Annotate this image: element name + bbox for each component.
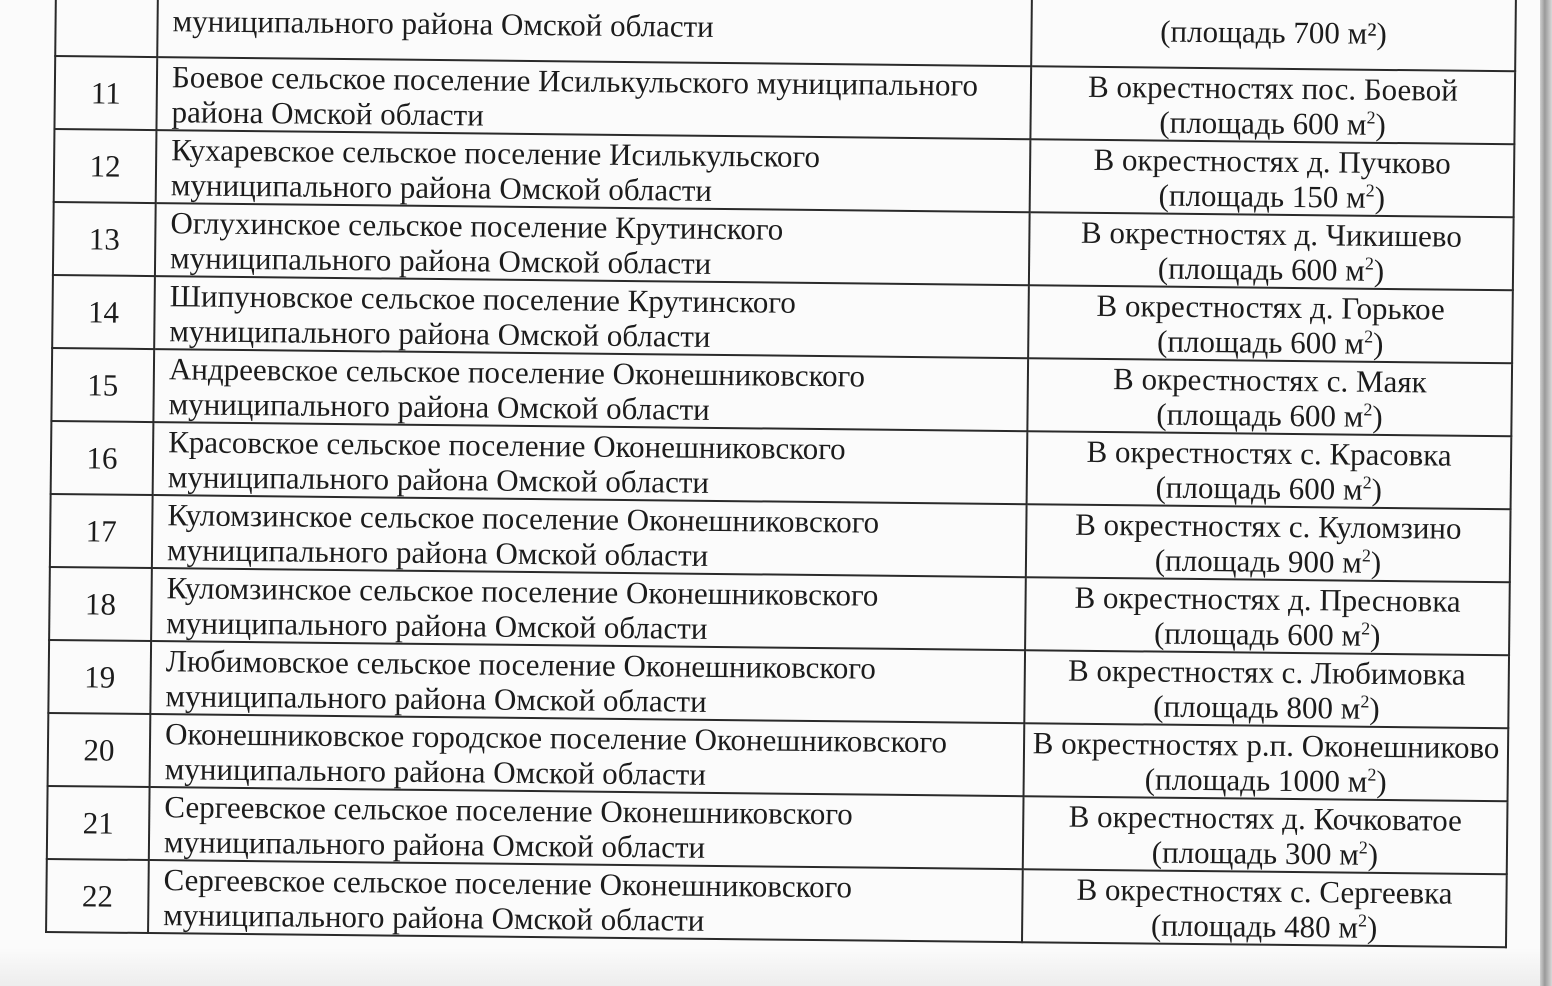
settlement-name-line-1: Куломзинское сельское поселение Оконешниковского	[167, 496, 880, 540]
location-cell	[1027, 358, 1512, 436]
settlement-name-line-2: муниципального района Омской области	[169, 312, 711, 354]
area-superscript: 2	[1360, 690, 1370, 711]
settlement-name-line-2: муниципального района Омской области	[168, 385, 710, 427]
location-cell	[1024, 650, 1509, 728]
area-line: (площадь 600 $м^2$)	[1153, 615, 1381, 653]
location-line: В окрестностях р.п. Оконешниково	[1032, 724, 1500, 765]
row-number-cell: 20	[48, 713, 151, 787]
area-text: площадь 800 м	[1163, 688, 1361, 726]
area-text: площадь 480 м	[1161, 907, 1359, 945]
area-line: (площадь 600 $м^2$)	[1156, 323, 1384, 361]
location-area-line: (площадь 700 м²)	[1160, 13, 1388, 51]
area-line: (площадь 600 $м^2$)	[1157, 250, 1385, 288]
location-cell	[1029, 212, 1514, 290]
settlement-name-line-2: муниципального района Омской области	[163, 823, 706, 865]
area-superscript: 2	[1364, 252, 1375, 273]
settlement-name-line-1: Кухаревское сельское поселение Исилькульского	[171, 131, 821, 174]
area-line: (площадь 900 $м^2$)	[1154, 542, 1382, 580]
settlement-name-cell	[153, 422, 1028, 504]
settlement-name-line-2: муниципального района Омской области	[169, 239, 712, 281]
location-line: В окрестностях с. Красовка	[1086, 433, 1452, 473]
row-number-cell: 21	[47, 786, 150, 860]
settlement-name-line-2: муниципального района Омской области	[163, 896, 705, 938]
area-text: площадь 600 м	[1166, 396, 1364, 434]
settlement-name-line-1: Боевое сельское поселение Исилькульского муниципального	[171, 58, 979, 103]
location-line: В окрестностях пос. Боевой	[1087, 68, 1458, 108]
area-line: (площадь 600 $м^2$)	[1156, 396, 1383, 434]
location-cell	[1023, 796, 1508, 874]
location-line: В окрестностях д. Кочковатое	[1068, 798, 1463, 838]
row-number-cell: 18	[49, 567, 152, 641]
location-line: В окрестностях д. Пресновка	[1074, 579, 1461, 619]
settlement-name-line-2: муниципального района Омской области	[165, 677, 707, 719]
area-superscript: 2	[1362, 471, 1372, 492]
area-line: (площадь 600 $м^2$)	[1155, 469, 1383, 507]
location-cell	[1028, 285, 1513, 363]
settlement-name-cell	[151, 568, 1026, 650]
settlement-name-cell	[154, 276, 1029, 358]
area-text: площадь 600 м	[1164, 615, 1362, 653]
row-number-cell	[55, 0, 158, 57]
row-number-cell: 15	[51, 348, 154, 422]
row-number-cell: 19	[48, 640, 151, 714]
settlement-name-line-2: муниципального района Омской области	[166, 531, 709, 573]
settlement-name-line-2: района Омской области	[171, 93, 484, 132]
location-cell	[1024, 723, 1509, 801]
settlement-name-line-1: Оконешниковское городское поселение Оконешниковского	[164, 715, 948, 759]
location-line: В окрестностях с. Любимовка	[1067, 652, 1466, 692]
settlement-name-line-2: муниципального района Омской области	[167, 458, 710, 500]
location-cell	[1030, 139, 1515, 217]
location-cell	[1031, 0, 1516, 71]
settlement-name-cell	[157, 0, 1032, 66]
settlement-name-line-1: Сергеевское сельское поселение Оконешниковского	[163, 861, 853, 904]
area-text: площадь 1000 м	[1154, 761, 1368, 799]
area-line: (площадь 480 $м^2$)	[1150, 907, 1378, 945]
table-row	[46, 859, 1507, 947]
area-text: площадь 600 м	[1169, 104, 1367, 142]
location-cell	[1022, 869, 1507, 947]
settlement-name-cell	[152, 495, 1027, 577]
location-line: В окрестностях д. Горькое	[1096, 287, 1445, 327]
location-line: В окрестностях с. Маяк	[1112, 360, 1427, 399]
settlement-name-line-2: муниципального района Омской области	[166, 604, 708, 646]
settlement-name-cell	[150, 641, 1025, 723]
settlement-name-line-1: Андреевское сельское поселение Оконешниковского	[168, 350, 866, 394]
location-line: В окрестностях д. Чикишево	[1080, 214, 1463, 254]
settlement-name-cell	[149, 787, 1024, 869]
area-superscript: 2	[1363, 398, 1373, 419]
settlement-name-line-2: муниципального района Омской области	[170, 166, 713, 208]
area-superscript: 2	[1364, 325, 1374, 346]
row-number-cell: 11	[54, 56, 157, 130]
page-edge-shadow	[1540, 0, 1552, 986]
document-body	[45, 0, 1517, 948]
row-number-cell: 12	[54, 129, 157, 203]
settlement-name-line-1: Куломзинское сельское поселение Оконешниковского	[166, 569, 879, 613]
area-line: (площадь 300 $м^2$)	[1151, 834, 1379, 872]
location-cell	[1026, 504, 1511, 582]
settlement-name-line-1: Шипуновское сельское поселение Крутинского	[169, 277, 797, 320]
settlement-name-line-1: Любимовское сельское поселение Оконешниковского	[165, 642, 877, 686]
area-text: площадь 150 м	[1168, 177, 1366, 215]
area-superscript: 2	[1361, 544, 1372, 565]
row-number-cell: 22	[46, 859, 149, 933]
location-cell	[1027, 431, 1512, 509]
settlement-name-cell	[150, 714, 1025, 796]
location-cell	[1025, 577, 1510, 655]
settlement-name-cell	[155, 203, 1030, 285]
area-line: (площадь 1000 $м^2$)	[1144, 760, 1387, 799]
row-number-cell: 13	[53, 202, 156, 276]
row-number-cell: 14	[52, 275, 155, 349]
settlements-table	[45, 0, 1517, 948]
settlement-name-line-1: Оглухинское сельское поселение Крутинского	[170, 204, 784, 247]
area-superscript: 2	[1361, 617, 1371, 638]
area-line: (площадь 150 $м^2$)	[1158, 177, 1386, 215]
page-bottom-margin	[0, 948, 1540, 986]
area-superscript: 2	[1365, 179, 1375, 201]
location-line: В окрестностях с. Сергеевка	[1076, 871, 1453, 911]
area-superscript: 2	[1358, 836, 1368, 857]
area-superscript: 2	[1367, 763, 1377, 785]
settlement-name-line-1: Сергеевское сельское поселение Оконешниковского	[164, 788, 853, 831]
row-number-cell: 17	[50, 494, 153, 568]
settlement-name-line: муниципального района Омской области	[172, 3, 714, 44]
area-text: площадь 600 м	[1165, 469, 1363, 507]
area-text: площадь 900 м	[1164, 542, 1363, 580]
row-number-cell: 16	[51, 421, 154, 495]
settlement-name-cell	[153, 349, 1028, 431]
location-cell	[1030, 66, 1515, 144]
table-body	[46, 0, 1516, 947]
settlement-name-cell	[156, 130, 1031, 212]
area-text: площадь 600 м	[1167, 323, 1365, 361]
area-line: (площадь 800 $м^2$)	[1153, 688, 1380, 726]
settlement-name-cell	[156, 57, 1031, 139]
area-text: площадь 300 м	[1161, 834, 1359, 872]
area-superscript: 2	[1358, 909, 1368, 930]
settlement-name-cell	[148, 860, 1023, 942]
settlement-name-line-1: Красовское сельское поселение Оконешниковского	[168, 423, 846, 466]
area-line: (площадь 600 $м^2$)	[1159, 104, 1386, 142]
settlement-name-line-2: муниципального района Омской области	[164, 750, 707, 792]
location-line: В окрестностях д. Пучково	[1093, 141, 1451, 181]
location-line: В окрестностях с. Куломзино	[1075, 506, 1462, 546]
area-superscript: 2	[1366, 106, 1376, 128]
area-text: площадь 600 м	[1168, 250, 1366, 288]
